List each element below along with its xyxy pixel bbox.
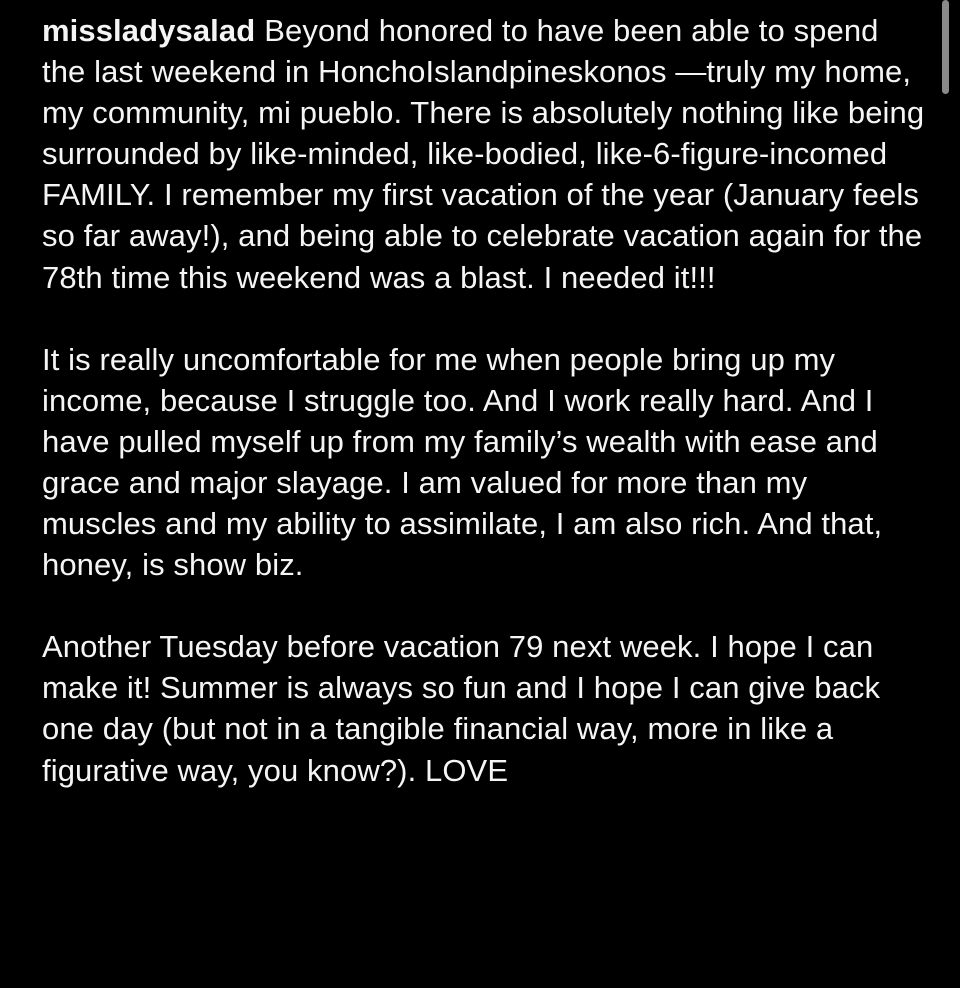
caption-text-2: It is really uncomfortable for me when people bring up my income, because I struggle too. And I work really hard. And I have pulled myself up from my family’s wealth with ease and grace and major slayage. I am valued for more than my muscles and my ability to assimilate, I am also rich. And that, honey, is show biz. xyxy=(42,341,883,583)
username-link[interactable]: missladysalad xyxy=(42,13,256,48)
caption-paragraph-3 xyxy=(42,626,927,790)
caption-paragraph-2 xyxy=(42,339,927,586)
scrollbar-thumb[interactable] xyxy=(942,0,949,94)
caption-text-3: Another Tuesday before vacation 79 next week. I hope I can make it! Summer is always so fun and I hope I can give back one day (but not in a tangible financial way, more in like a figurative way, you know?). LOVE xyxy=(42,629,881,788)
post-caption xyxy=(42,10,927,791)
scrollbar[interactable] xyxy=(942,0,949,988)
caption-paragraph-1 xyxy=(42,10,927,298)
caption-text-1: Beyond honored to have been able to spend the last weekend in HonchoIslandpineskonos —truly my home, my community, mi pueblo. There is absolutely nothing like being surrounded by like-minded, like-bodied, like-6-figure-incomed FAMILY. I remember my first vacation of the year (January feels so far away!), and being able to celebrate vacation again for the 78th time this weekend was a blast. I needed it!!! xyxy=(42,13,925,295)
